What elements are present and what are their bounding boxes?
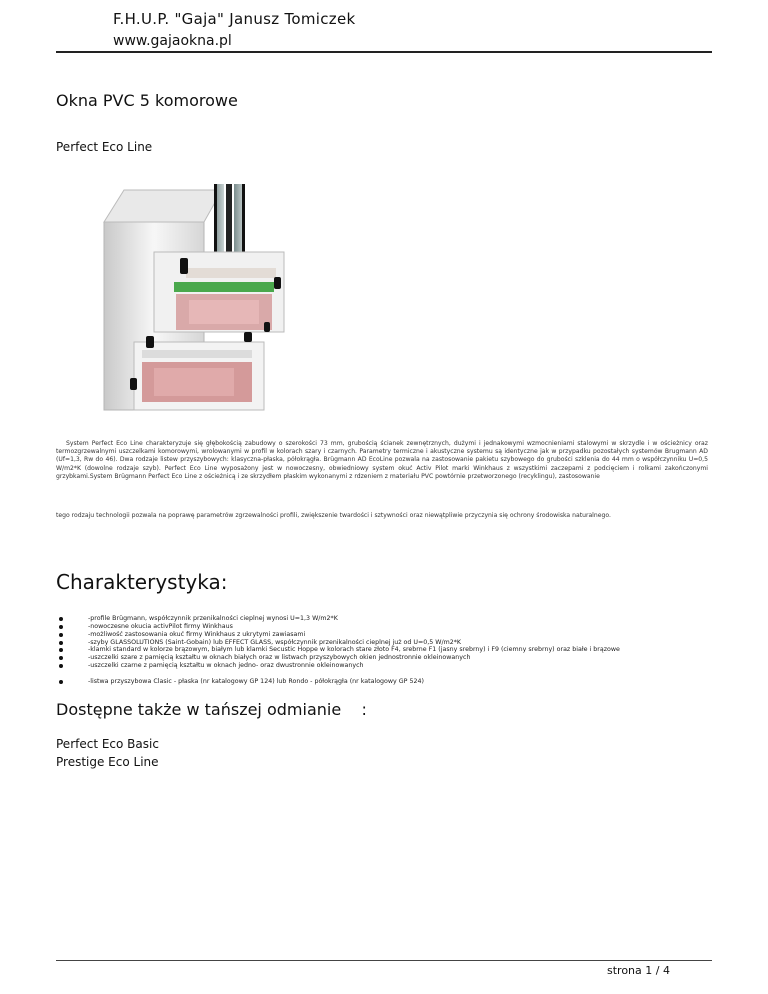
company-name: F.H.U.P. "Gaja" Janusz Tomiczek (113, 10, 356, 28)
variant-item: Prestige Eco Line (56, 755, 159, 769)
characteristics-list (56, 615, 716, 686)
bullet-icon (59, 680, 63, 684)
description-paragraph-2: tego rodzaju technologii pozwala na poprawę parametrów zgrzewalności profili, zwiększenie twardości i sztywności oraz niewątpliwie przyczynia się ochrony środowiska naturalnego. (56, 512, 611, 519)
window-profile-cross-section-icon (94, 182, 302, 422)
page-number: strona 1 / 4 (607, 964, 670, 977)
variant-item: Perfect Eco Basic (56, 737, 159, 751)
footer-divider (56, 960, 712, 961)
bullet-icon (59, 648, 63, 652)
description-paragraph: System Perfect Eco Line charakteryzuje się głębokością zabudowy o szerokości 73 mm, grubością ścianek zewnętrznych, dużymi i jednakowymi wzmocnieniami stalowymi w skrzydle i w ościeżnicy oraz termozgrzewalnymi uszczelkami komorowymi, wrolowanymi w profil w kolorach szary i czarnych. Parametry termiczne i akustyczne systemu są identyczne jak w przypadku pozostałych systemów Brugmann AD (Uf=1,3, Rw do 46). Dwa rodzaje listew przyszybowych: klasyczna-płaska, półokrągła. Brügmann AD EcoLine pozwala na zastosowanie pakietu szybowego do grubości szklenia do 44 mm o współczynniku U=0,5 W/m2*K (dowolne rodzaje szyb). Perfect Eco Line wyposażony jest w nowoczesny, obwiedniowy system okuć Activ Pilot marki Winkhaus z wszystkimi zaczepami z podcięciem i rolkami zakończonymi grzybkami.System Brügmann Perfect Eco Line z ościeżnicą i ze skrzydłem płaskim wykonanymi z rdzeniem z materiału PVC powtórnie przetworzonego (recyklingu), zastosowanie (56, 440, 708, 480)
bullet-icon (59, 664, 63, 668)
list-item: -uszczelki szare z pamięcią kształtu w oknach białych oraz w listwach przyszybowych okien jednostronnie okleinowanych (56, 654, 716, 662)
list-item: -klamki standard w kolorze brązowym, białym lub klamki Secustic Hoppe w kolorach stare złoto F4, srebrne F1 (jasny srebrny) i F9 (ciemny srebrny) oraz białe i brązowe (56, 646, 716, 654)
company-website[interactable]: www.gajaokna.pl (113, 33, 232, 49)
list-item: -możliwość zastosowania okuć firmy Winkhaus z ukrytymi zawiasami (56, 631, 716, 639)
alternatives-heading: Dostępne także w tańszej odmianie : (56, 700, 367, 719)
list-item: -nowoczesne okucia activPilot firmy Winkhaus (56, 623, 716, 631)
bullet-icon (59, 641, 63, 645)
list-item: -szyby GLASSOLUTIONS (Saint-Gobain) lub EFFECT GLASS, współczynnik przenikalności cieplnej już od U=0,5 W/m2*K (56, 639, 716, 647)
list-item: -profile Brügmann, współczynnik przenikalności cieplnej wynosi U=1,3 W/m2*K (56, 615, 716, 623)
characteristics-heading: Charakterystyka: (56, 570, 228, 594)
header-divider (56, 51, 712, 53)
bullet-icon (59, 656, 63, 660)
list-item: -uszczelki czarne z pamięcią kształtu w oknach jedno- oraz dwustronnie okleinowanych (56, 662, 716, 670)
bullet-icon (59, 625, 63, 629)
bullet-icon (59, 633, 63, 637)
list-item: -listwa przyszybowa Clasic - płaska (nr katalogowy GP 124) lub Rondo - półokrągła (nr katalogowy GP 524) (56, 678, 716, 686)
page-title: Okna PVC 5 komorowe (56, 91, 238, 110)
product-name: Perfect Eco Line (56, 140, 153, 154)
bullet-icon (59, 617, 63, 621)
